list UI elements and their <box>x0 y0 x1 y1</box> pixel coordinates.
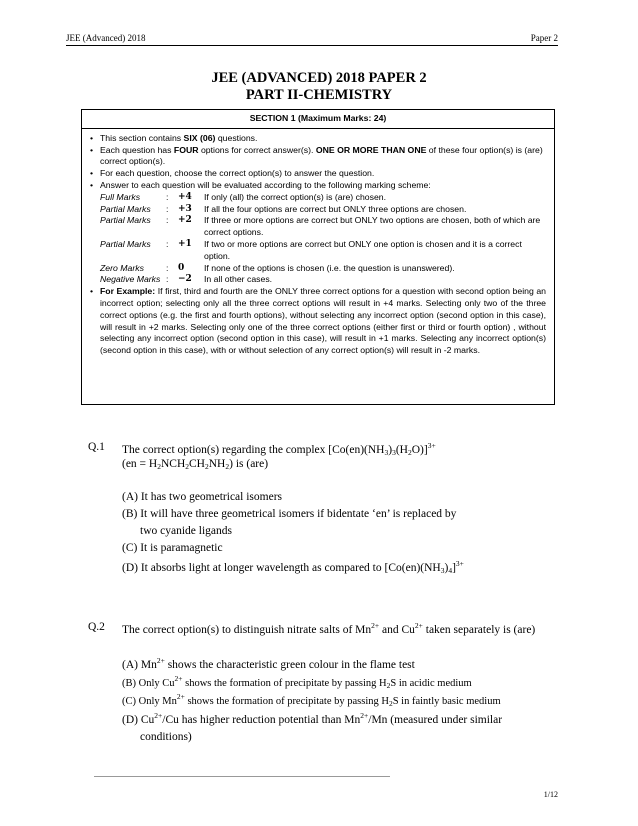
option-c: (C) It is paramagnetic <box>122 542 223 554</box>
marking-row: Negative Marks : −2 In all other cases. <box>100 274 273 285</box>
option-d-cont: conditions) <box>140 731 192 743</box>
option-d: (D) $Cu^{2+}/Cu$ has higher reduction potential than $Mn^{2+}/Mn$ (measured under similar <box>122 711 503 726</box>
example-paragraph: • For Example: If first, third and fourth are the ONLY three correct options for a question with second option being an incorrect option; selecting only all the three correct options will result in +4 marks. Selecting only two of the three correct options (e.g. the first and fourth options), without selecting any incorrect option (second option in this case), will result in +2 marks. Selecting only one of the three correct options (either first or third or fourth option) , without selecting any incorrect option (second option in this case), will result in +1 marks. Selecting any incorrect option(s) (second option in this case), with or without selection of any correct option(s) will result in -2 marks. <box>90 286 546 357</box>
question-number: Q.2 <box>88 621 105 633</box>
header-right: Paper 2 <box>530 33 558 43</box>
header-rule <box>66 45 558 46</box>
option-a: (A) It has two geometrical isomers <box>122 491 282 503</box>
instruction-bullet: • For each question, choose the correct option(s) to answer the question. <box>90 168 546 180</box>
instruction-bullet: • Each question has FOUR options for correct answer(s). ONE OR MORE THAN ONE of these four option(s) is (are) correct option(s). <box>90 145 546 169</box>
marking-row: Partial Marks : +2 If three or more options are correct but ONLY two options are chosen, both of which are correct options. <box>100 215 541 238</box>
option-b: (B) Only $Cu^{2+}$ shows the formation of precipitate by passing $H_2S$ in acidic medium <box>122 674 472 690</box>
marking-row: Partial Marks : +1 If two or more options are correct but ONLY one option is chosen and it is a correct option. <box>100 238 522 261</box>
page-number: 1/12 <box>543 790 558 799</box>
question-stem: The correct option(s) regarding the complex $[Co(en)(NH_3)_3(H_2O)]^{3+}$ <box>122 441 436 457</box>
option-d: (D) It absorbs light at longer wavelength as compared to $[Co(en)(NH_3)_4]^{3+}$ <box>122 559 464 575</box>
instruction-bullet: • This section contains SIX (06) questions. <box>90 133 546 145</box>
instructions-box <box>81 109 555 405</box>
header-left: JEE (Advanced) 2018 <box>66 33 146 43</box>
marking-row: Zero Marks : 0 If none of the options is chosen (i.e. the question is unanswered). <box>100 262 455 273</box>
marking-row: Full Marks : +4 If only (all) the correct option(s) is (are) chosen. <box>100 191 387 202</box>
option-b-cont: two cyanide ligands <box>140 525 232 537</box>
question-stem: The correct option(s) to distinguish nitrate salts of $Mn^{2+}$ and $Cu^{2+}$ taken separately is (are) <box>122 621 536 636</box>
section-heading: SECTION 1 (Maximum Marks: 24) <box>82 110 554 129</box>
option-b: (B) It will have three geometrical isomers if bidentate ‘en’ is replaced by <box>122 508 457 520</box>
page-title: JEE (ADVANCED) 2018 PAPER 2 <box>211 70 427 86</box>
instruction-bullet: • Answer to each question will be evaluated according to the following marking scheme: <box>90 180 546 192</box>
question-stem-line2: $(en = H_2NCH_2CH_2NH_2)$ is (are) <box>122 458 269 471</box>
option-c: (C) Only $Mn^{2+}$ shows the formation of precipitate by passing $H_2S$ in faintly basic medium <box>122 692 501 708</box>
page-subtitle: PART II-CHEMISTRY <box>245 87 393 103</box>
marking-row: Partial Marks : +3 If all the four options are correct but ONLY three options are chosen. <box>100 203 467 214</box>
footer-rule <box>94 776 390 777</box>
option-a: (A) $Mn^{2+}$ shows the characteristic green colour in the flame test <box>122 656 415 671</box>
question-number: Q.1 <box>88 441 105 453</box>
